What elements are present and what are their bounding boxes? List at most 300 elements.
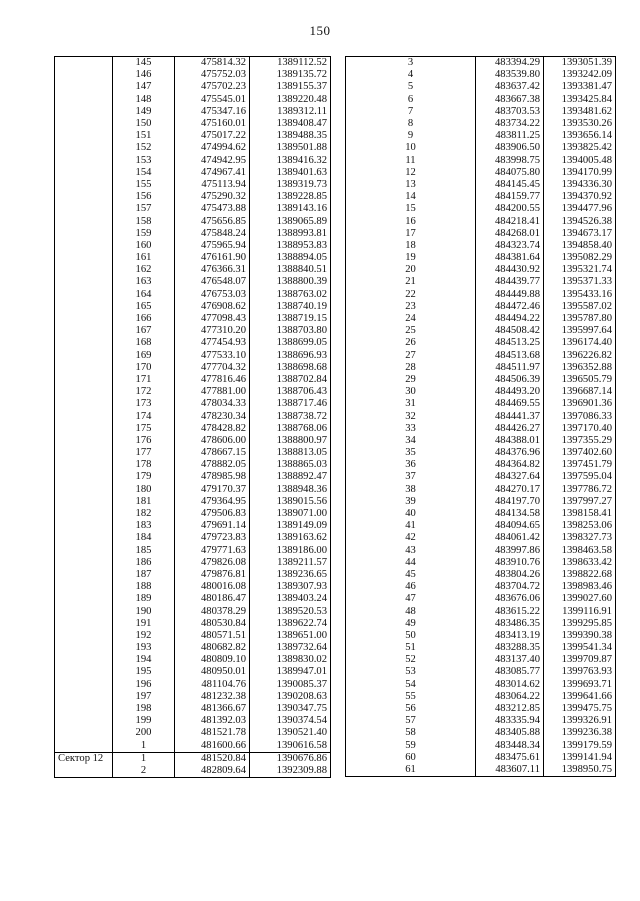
x-coordinate-cell: 477704.32 xyxy=(175,362,250,374)
x-coordinate-cell: 479170.37 xyxy=(175,484,250,496)
point-number-cell: 172 xyxy=(113,386,175,398)
x-coordinate-cell: 478428.82 xyxy=(175,423,250,435)
table-row xyxy=(55,593,331,605)
table-row xyxy=(55,203,331,215)
sector-cell xyxy=(55,532,113,544)
point-number-cell: 2 xyxy=(113,765,175,778)
sector-cell xyxy=(55,618,113,630)
point-number-cell: 159 xyxy=(113,228,175,240)
table-row xyxy=(346,167,616,179)
x-coordinate-cell: 480682.82 xyxy=(175,642,250,654)
sector-cell xyxy=(55,765,113,778)
table-row xyxy=(346,727,616,739)
point-number-cell: 152 xyxy=(113,142,175,154)
y-coordinate-cell: 1388840.51 xyxy=(250,264,331,276)
x-coordinate-cell: 475965.94 xyxy=(175,240,250,252)
point-number-cell: 38 xyxy=(346,484,476,496)
y-coordinate-cell: 1390374.54 xyxy=(250,715,331,727)
table-row xyxy=(55,435,331,447)
x-coordinate-cell: 474942.95 xyxy=(175,155,250,167)
x-coordinate-cell: 475545.01 xyxy=(175,94,250,106)
table-row xyxy=(55,410,331,422)
y-coordinate-cell: 1389307.93 xyxy=(250,581,331,593)
table-row xyxy=(346,130,616,142)
sector-cell xyxy=(55,471,113,483)
x-coordinate-cell: 477098.43 xyxy=(175,313,250,325)
table-row xyxy=(55,130,331,142)
point-number-cell: 180 xyxy=(113,484,175,496)
point-number-cell: 30 xyxy=(346,386,476,398)
y-coordinate-cell: 1389401.63 xyxy=(250,167,331,179)
y-coordinate-cell: 1389947.01 xyxy=(250,666,331,678)
sector-cell xyxy=(55,276,113,288)
point-number-cell: 32 xyxy=(346,410,476,422)
table-row xyxy=(346,276,616,288)
y-coordinate-cell: 1388894.05 xyxy=(250,252,331,264)
x-coordinate-cell: 478667.15 xyxy=(175,447,250,459)
x-coordinate-cell: 484439.77 xyxy=(476,276,544,288)
sector-cell xyxy=(55,423,113,435)
sector-cell xyxy=(55,630,113,642)
table-row xyxy=(55,57,331,70)
y-coordinate-cell: 1394370.92 xyxy=(544,191,616,203)
y-coordinate-cell: 1393425.84 xyxy=(544,94,616,106)
table-row xyxy=(346,374,616,386)
x-coordinate-cell: 484376.96 xyxy=(476,447,544,459)
table-row xyxy=(346,81,616,93)
x-coordinate-cell: 481366.67 xyxy=(175,703,250,715)
y-coordinate-cell: 1388813.05 xyxy=(250,447,331,459)
y-coordinate-cell: 1388800.97 xyxy=(250,435,331,447)
y-coordinate-cell: 1389155.37 xyxy=(250,81,331,93)
x-coordinate-cell: 476548.07 xyxy=(175,276,250,288)
y-coordinate-cell: 1395787.80 xyxy=(544,313,616,325)
y-coordinate-cell: 1388703.80 xyxy=(250,325,331,337)
sector-cell xyxy=(55,264,113,276)
point-number-cell: 164 xyxy=(113,289,175,301)
sector-cell xyxy=(55,459,113,471)
x-coordinate-cell: 483811.25 xyxy=(476,130,544,142)
sector-cell xyxy=(55,642,113,654)
point-number-cell: 53 xyxy=(346,666,476,678)
table-row xyxy=(346,471,616,483)
point-number-cell: 15 xyxy=(346,203,476,215)
table-row xyxy=(346,142,616,154)
sector-cell xyxy=(55,130,113,142)
point-number-cell: 48 xyxy=(346,605,476,617)
point-number-cell: 163 xyxy=(113,276,175,288)
table-row xyxy=(55,752,331,765)
sector-cell xyxy=(55,191,113,203)
table-row xyxy=(55,276,331,288)
point-number-cell: 195 xyxy=(113,666,175,678)
point-number-cell: 177 xyxy=(113,447,175,459)
point-number-cell: 34 xyxy=(346,435,476,447)
y-coordinate-cell: 1397786.72 xyxy=(544,484,616,496)
x-coordinate-cell: 484513.68 xyxy=(476,350,544,362)
table-row xyxy=(55,569,331,581)
sector-cell xyxy=(55,118,113,130)
x-coordinate-cell: 479826.08 xyxy=(175,557,250,569)
x-coordinate-cell: 480378.29 xyxy=(175,605,250,617)
x-coordinate-cell: 478985.98 xyxy=(175,471,250,483)
table-row xyxy=(346,520,616,532)
point-number-cell: 27 xyxy=(346,350,476,362)
sector-cell xyxy=(55,228,113,240)
y-coordinate-cell: 1389622.74 xyxy=(250,618,331,630)
y-coordinate-cell: 1399326.91 xyxy=(544,715,616,727)
table-row xyxy=(55,325,331,337)
point-number-cell: 12 xyxy=(346,167,476,179)
x-coordinate-cell: 476161.90 xyxy=(175,252,250,264)
table-row xyxy=(55,362,331,374)
point-number-cell: 35 xyxy=(346,447,476,459)
sector-cell xyxy=(55,325,113,337)
sector-cell xyxy=(55,545,113,557)
x-coordinate-cell: 483405.88 xyxy=(476,727,544,739)
table-row xyxy=(55,496,331,508)
y-coordinate-cell: 1398327.73 xyxy=(544,532,616,544)
y-coordinate-cell: 1389015.56 xyxy=(250,496,331,508)
y-coordinate-cell: 1389312.11 xyxy=(250,106,331,118)
y-coordinate-cell: 1399541.34 xyxy=(544,642,616,654)
table-row xyxy=(346,203,616,215)
x-coordinate-cell: 483288.35 xyxy=(476,642,544,654)
x-coordinate-cell: 477816.46 xyxy=(175,374,250,386)
y-coordinate-cell: 1388699.05 xyxy=(250,337,331,349)
point-number-cell: 17 xyxy=(346,228,476,240)
x-coordinate-cell: 483064.22 xyxy=(476,691,544,703)
y-coordinate-cell: 1389236.65 xyxy=(250,569,331,581)
y-coordinate-cell: 1397170.40 xyxy=(544,423,616,435)
y-coordinate-cell: 1390085.37 xyxy=(250,679,331,691)
table-row xyxy=(346,155,616,167)
table-row xyxy=(346,215,616,227)
sector-cell xyxy=(55,81,113,93)
table-row xyxy=(346,459,616,471)
table-row xyxy=(346,228,616,240)
x-coordinate-cell: 484200.55 xyxy=(476,203,544,215)
x-coordinate-cell: 479691.14 xyxy=(175,520,250,532)
x-coordinate-cell: 484508.42 xyxy=(476,325,544,337)
y-coordinate-cell: 1389319.73 xyxy=(250,179,331,191)
point-number-cell: 185 xyxy=(113,545,175,557)
y-coordinate-cell: 1398983.46 xyxy=(544,581,616,593)
x-coordinate-cell: 484218.41 xyxy=(476,215,544,227)
y-coordinate-cell: 1388892.47 xyxy=(250,471,331,483)
y-coordinate-cell: 1389220.48 xyxy=(250,94,331,106)
y-coordinate-cell: 1395321.74 xyxy=(544,264,616,276)
sector-cell xyxy=(55,386,113,398)
x-coordinate-cell: 483906.50 xyxy=(476,142,544,154)
y-coordinate-cell: 1393381.47 xyxy=(544,81,616,93)
y-coordinate-cell: 1390616.58 xyxy=(250,740,331,753)
x-coordinate-cell: 481232.38 xyxy=(175,691,250,703)
sector-cell xyxy=(55,167,113,179)
y-coordinate-cell: 1399693.71 xyxy=(544,679,616,691)
point-number-cell: 190 xyxy=(113,605,175,617)
table-row xyxy=(55,240,331,252)
y-coordinate-cell: 1399475.75 xyxy=(544,703,616,715)
y-coordinate-cell: 1396505.79 xyxy=(544,374,616,386)
point-number-cell: 14 xyxy=(346,191,476,203)
y-coordinate-cell: 1388763.02 xyxy=(250,289,331,301)
point-number-cell: 156 xyxy=(113,191,175,203)
point-number-cell: 198 xyxy=(113,703,175,715)
point-number-cell: 42 xyxy=(346,532,476,544)
x-coordinate-cell: 477454.93 xyxy=(175,337,250,349)
y-coordinate-cell: 1389651.00 xyxy=(250,630,331,642)
table-row xyxy=(55,740,331,753)
point-number-cell: 154 xyxy=(113,167,175,179)
y-coordinate-cell: 1396901.36 xyxy=(544,398,616,410)
y-coordinate-cell: 1388865.03 xyxy=(250,459,331,471)
point-number-cell: 1 xyxy=(113,740,175,753)
sector-cell xyxy=(55,447,113,459)
point-number-cell: 155 xyxy=(113,179,175,191)
table-row xyxy=(346,618,616,630)
table-row xyxy=(346,715,616,727)
table-row xyxy=(346,740,616,752)
y-coordinate-cell: 1388706.43 xyxy=(250,386,331,398)
y-coordinate-cell: 1399295.85 xyxy=(544,618,616,630)
point-number-cell: 45 xyxy=(346,569,476,581)
point-number-cell: 192 xyxy=(113,630,175,642)
y-coordinate-cell: 1393051.39 xyxy=(544,57,616,70)
x-coordinate-cell: 483734.22 xyxy=(476,118,544,130)
y-coordinate-cell: 1389416.32 xyxy=(250,155,331,167)
table-row xyxy=(346,118,616,130)
point-number-cell: 41 xyxy=(346,520,476,532)
x-coordinate-cell: 475160.01 xyxy=(175,118,250,130)
table-row xyxy=(346,264,616,276)
x-coordinate-cell: 483486.35 xyxy=(476,618,544,630)
y-coordinate-cell: 1396352.88 xyxy=(544,362,616,374)
y-coordinate-cell: 1399236.38 xyxy=(544,727,616,739)
x-coordinate-cell: 484513.25 xyxy=(476,337,544,349)
sector-cell xyxy=(55,106,113,118)
x-coordinate-cell: 475752.03 xyxy=(175,69,250,81)
point-number-cell: 24 xyxy=(346,313,476,325)
sector-cell xyxy=(55,179,113,191)
point-number-cell: 60 xyxy=(346,752,476,764)
table-row xyxy=(346,593,616,605)
table-row xyxy=(346,581,616,593)
x-coordinate-cell: 475814.32 xyxy=(175,57,250,70)
y-coordinate-cell: 1396687.14 xyxy=(544,386,616,398)
table-row xyxy=(55,630,331,642)
point-number-cell: 22 xyxy=(346,289,476,301)
x-coordinate-cell: 475290.32 xyxy=(175,191,250,203)
sector-cell xyxy=(55,727,113,739)
sector-cell xyxy=(55,508,113,520)
table-row xyxy=(346,362,616,374)
sector-cell xyxy=(55,605,113,617)
table-row xyxy=(346,289,616,301)
sector-cell xyxy=(55,715,113,727)
table-row xyxy=(346,94,616,106)
y-coordinate-cell: 1388953.83 xyxy=(250,240,331,252)
point-number-cell: 3 xyxy=(346,57,476,70)
y-coordinate-cell: 1389186.00 xyxy=(250,545,331,557)
y-coordinate-cell: 1389488.35 xyxy=(250,130,331,142)
x-coordinate-cell: 475702.23 xyxy=(175,81,250,93)
point-number-cell: 1 xyxy=(113,752,175,765)
x-coordinate-cell: 483014.62 xyxy=(476,679,544,691)
y-coordinate-cell: 1399116.91 xyxy=(544,605,616,617)
table-row xyxy=(346,752,616,764)
table-row xyxy=(55,484,331,496)
point-number-cell: 199 xyxy=(113,715,175,727)
table-row xyxy=(346,240,616,252)
sector-cell xyxy=(55,435,113,447)
point-number-cell: 147 xyxy=(113,81,175,93)
y-coordinate-cell: 1388800.39 xyxy=(250,276,331,288)
y-coordinate-cell: 1389112.52 xyxy=(250,57,331,70)
y-coordinate-cell: 1396226.82 xyxy=(544,350,616,362)
sector-cell xyxy=(55,557,113,569)
y-coordinate-cell: 1395997.64 xyxy=(544,325,616,337)
sector-cell xyxy=(55,740,113,753)
point-number-cell: 165 xyxy=(113,301,175,313)
y-coordinate-cell: 1392309.88 xyxy=(250,765,331,778)
table-row xyxy=(55,350,331,362)
point-number-cell: 173 xyxy=(113,398,175,410)
point-number-cell: 149 xyxy=(113,106,175,118)
table-row xyxy=(55,252,331,264)
y-coordinate-cell: 1395082.29 xyxy=(544,252,616,264)
x-coordinate-cell: 483910.76 xyxy=(476,557,544,569)
x-coordinate-cell: 484441.37 xyxy=(476,410,544,422)
point-number-cell: 161 xyxy=(113,252,175,264)
page-number: 150 xyxy=(309,23,331,38)
x-coordinate-cell: 478034.33 xyxy=(175,398,250,410)
x-coordinate-cell: 480016.08 xyxy=(175,581,250,593)
y-coordinate-cell: 1389520.53 xyxy=(250,605,331,617)
x-coordinate-cell: 481521.78 xyxy=(175,727,250,739)
point-number-cell: 46 xyxy=(346,581,476,593)
table-row xyxy=(55,337,331,349)
x-coordinate-cell: 483607.11 xyxy=(476,764,544,777)
point-number-cell: 47 xyxy=(346,593,476,605)
table-row xyxy=(55,191,331,203)
point-number-cell: 25 xyxy=(346,325,476,337)
sector-cell xyxy=(55,581,113,593)
y-coordinate-cell: 1397355.29 xyxy=(544,435,616,447)
sector-cell xyxy=(55,362,113,374)
y-coordinate-cell: 1389135.72 xyxy=(250,69,331,81)
table-row xyxy=(346,532,616,544)
point-number-cell: 36 xyxy=(346,459,476,471)
y-coordinate-cell: 1389149.09 xyxy=(250,520,331,532)
table-row xyxy=(346,654,616,666)
table-row xyxy=(346,545,616,557)
y-coordinate-cell: 1394858.40 xyxy=(544,240,616,252)
x-coordinate-cell: 478230.34 xyxy=(175,410,250,422)
x-coordinate-cell: 478882.05 xyxy=(175,459,250,471)
point-number-cell: 9 xyxy=(346,130,476,142)
y-coordinate-cell: 1394170.99 xyxy=(544,167,616,179)
table-row xyxy=(346,557,616,569)
point-number-cell: 40 xyxy=(346,508,476,520)
point-number-cell: 29 xyxy=(346,374,476,386)
sector-cell xyxy=(55,350,113,362)
table-row xyxy=(55,228,331,240)
x-coordinate-cell: 476366.31 xyxy=(175,264,250,276)
table-row xyxy=(346,191,616,203)
point-number-cell: 186 xyxy=(113,557,175,569)
point-number-cell: 188 xyxy=(113,581,175,593)
table-row xyxy=(55,508,331,520)
x-coordinate-cell: 484159.77 xyxy=(476,191,544,203)
x-coordinate-cell: 483703.53 xyxy=(476,106,544,118)
point-number-cell: 160 xyxy=(113,240,175,252)
x-coordinate-cell: 483413.19 xyxy=(476,630,544,642)
y-coordinate-cell: 1398633.42 xyxy=(544,557,616,569)
y-coordinate-cell: 1394005.48 xyxy=(544,155,616,167)
y-coordinate-cell: 1389228.85 xyxy=(250,191,331,203)
point-number-cell: 26 xyxy=(346,337,476,349)
sector-cell xyxy=(55,301,113,313)
table-row xyxy=(346,508,616,520)
point-number-cell: 181 xyxy=(113,496,175,508)
x-coordinate-cell: 483615.22 xyxy=(476,605,544,617)
point-number-cell: 59 xyxy=(346,740,476,752)
y-coordinate-cell: 1390521.40 xyxy=(250,727,331,739)
table-row xyxy=(55,69,331,81)
x-coordinate-cell: 484134.58 xyxy=(476,508,544,520)
x-coordinate-cell: 483704.72 xyxy=(476,581,544,593)
sector-cell xyxy=(55,313,113,325)
table-row xyxy=(55,618,331,630)
sector-cell xyxy=(55,484,113,496)
sector-cell xyxy=(55,703,113,715)
x-coordinate-cell: 478606.00 xyxy=(175,435,250,447)
x-coordinate-cell: 483997.86 xyxy=(476,545,544,557)
y-coordinate-cell: 1395587.02 xyxy=(544,301,616,313)
table-row xyxy=(55,167,331,179)
y-coordinate-cell: 1388719.15 xyxy=(250,313,331,325)
x-coordinate-cell: 479723.83 xyxy=(175,532,250,544)
y-coordinate-cell: 1389403.24 xyxy=(250,593,331,605)
table-row xyxy=(346,447,616,459)
x-coordinate-cell: 475017.22 xyxy=(175,130,250,142)
point-number-cell: 166 xyxy=(113,313,175,325)
point-number-cell: 176 xyxy=(113,435,175,447)
x-coordinate-cell: 477310.20 xyxy=(175,325,250,337)
point-number-cell: 169 xyxy=(113,350,175,362)
sector-cell xyxy=(55,215,113,227)
point-number-cell: 146 xyxy=(113,69,175,81)
point-number-cell: 54 xyxy=(346,679,476,691)
x-coordinate-cell: 479506.83 xyxy=(175,508,250,520)
sector-cell: Сектор 12 xyxy=(55,752,113,765)
x-coordinate-cell: 484426.27 xyxy=(476,423,544,435)
table-row xyxy=(55,155,331,167)
y-coordinate-cell: 1399141.94 xyxy=(544,752,616,764)
point-number-cell: 23 xyxy=(346,301,476,313)
sector-cell xyxy=(55,666,113,678)
table-row xyxy=(346,179,616,191)
x-coordinate-cell: 483212.85 xyxy=(476,703,544,715)
y-coordinate-cell: 1388696.93 xyxy=(250,350,331,362)
point-number-cell: 174 xyxy=(113,410,175,422)
table-row xyxy=(346,703,616,715)
x-coordinate-cell: 484506.39 xyxy=(476,374,544,386)
table-row xyxy=(55,374,331,386)
x-coordinate-cell: 484061.42 xyxy=(476,532,544,544)
table-row xyxy=(55,386,331,398)
